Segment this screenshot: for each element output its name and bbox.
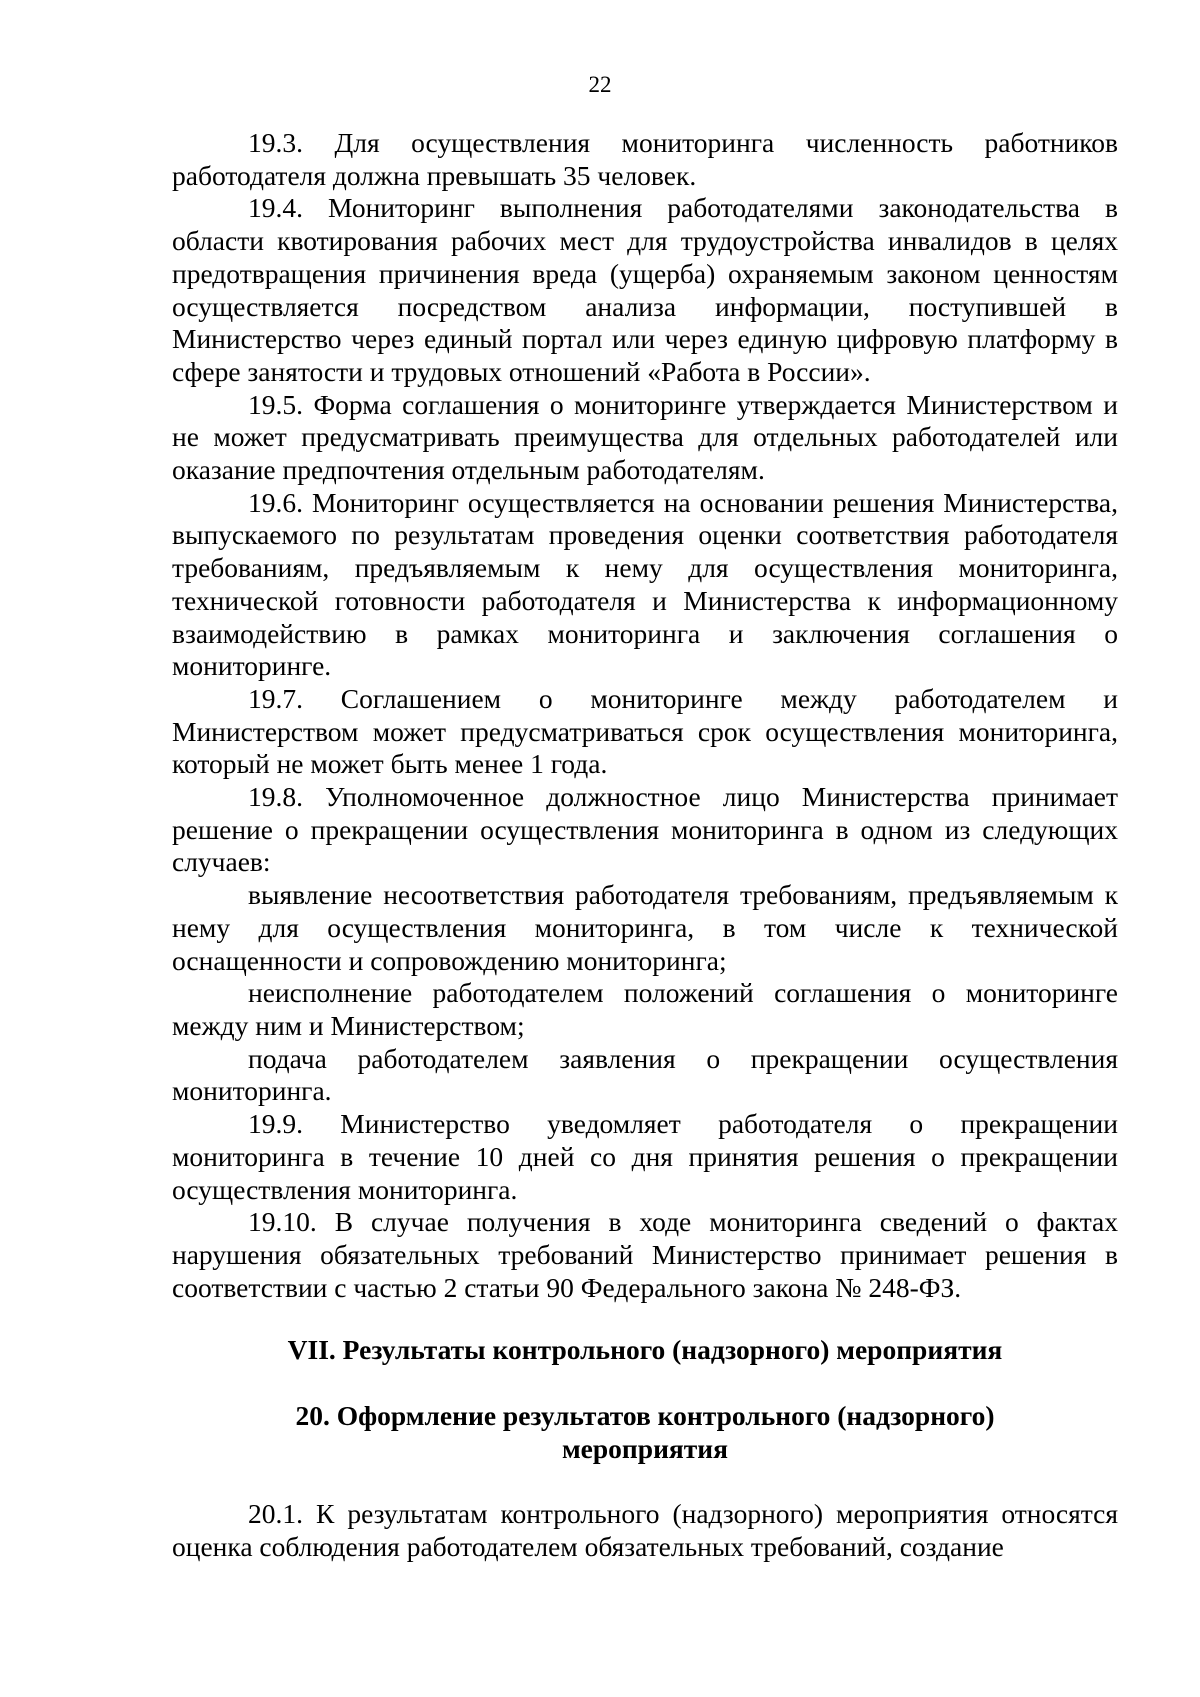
subsection-heading-line-2: мероприятия bbox=[561, 1432, 729, 1464]
paragraph-19-7: 19.7. Соглашением о мониторинге между работодателем и Министерством может предусматриваться срок осуществления мониторинга, который не может быть менее 1 года. bbox=[172, 682, 1118, 780]
paragraph-19-6: 19.6. Мониторинг осуществляется на основании решения Министерства, выпускаемого по результатам проведения оценки соответствия работодателя требованиям, предъявляемым к нему для осуществления мониторинга, технической готовности работодателя и Министерства к информационному взаимодействию в рамках мониторинга и заключения соглашения о мониторинге. bbox=[172, 486, 1118, 682]
paragraph-19-8: 19.8. Уполномоченное должностное лицо Министерства принимает решение о прекращении осуществления мониторинга в одном из следующих случаев: bbox=[172, 781, 1118, 878]
list-item-case-1: выявление несоответствия работодателя требованиям, предъявляемым к нему для осуществления мониторинга, в том числе к технической оснащенности и сопровождению мониторинга; bbox=[172, 879, 1118, 976]
page-number: 22 bbox=[588, 72, 612, 97]
paragraph-19-5: 19.5. Форма соглашения о мониторинге утверждается Министерством и не может предусматривать преимущества для отдельных работодателей или оказание предпочтения отдельным работодателям. bbox=[172, 388, 1118, 486]
list-item-case-2: неисполнение работодателем положений соглашения о мониторинге между ним и Министерством; bbox=[172, 977, 1118, 1041]
paragraph-19-9: 19.9. Министерство уведомляет работодателя о прекращении мониторинга в течение 10 дней со дня принятия решения о прекращении осуществления мониторинга. bbox=[172, 1108, 1118, 1205]
paragraph-19-10: 19.10. В случае получения в ходе мониторинга сведений о фактах нарушения обязательных требований Министерство принимает решения в соответствии с частью 2 статьи 90 Федерального закона № 248-ФЗ. bbox=[172, 1206, 1118, 1303]
document-body bbox=[172, 127, 1118, 1564]
list-item-case-3: подача работодателем заявления о прекращении осуществления мониторинга. bbox=[172, 1042, 1118, 1107]
section-heading: VII. Результаты контрольного (надзорного) мероприятия bbox=[287, 1334, 1003, 1366]
paragraph-19-4: 19.4. Мониторинг выполнения работодателями законодательства в области квотирования рабочих мест для трудоустройства инвалидов в целях предотвращения причинения вреда (ущерба) охраняемым законом ценностям осуществляется посредством анализа информации, поступившей в Министерство через единый портал или через единую цифровую платформу в сфере занятости и трудовых отношений «Работа в России». bbox=[172, 192, 1118, 387]
paragraph-19-3: 19.3. Для осуществления мониторинга численность работников работодателя должна превышать 35 человек. bbox=[172, 127, 1118, 191]
paragraph-20-1: 20.1. К результатам контрольного (надзорного) мероприятия относятся оценка соблюдения работодателем обязательных требований, создание bbox=[172, 1498, 1118, 1563]
subsection-heading-line-1: 20. Оформление результатов контрольного (надзорного) bbox=[295, 1400, 995, 1432]
subsection-heading bbox=[172, 1400, 1118, 1465]
